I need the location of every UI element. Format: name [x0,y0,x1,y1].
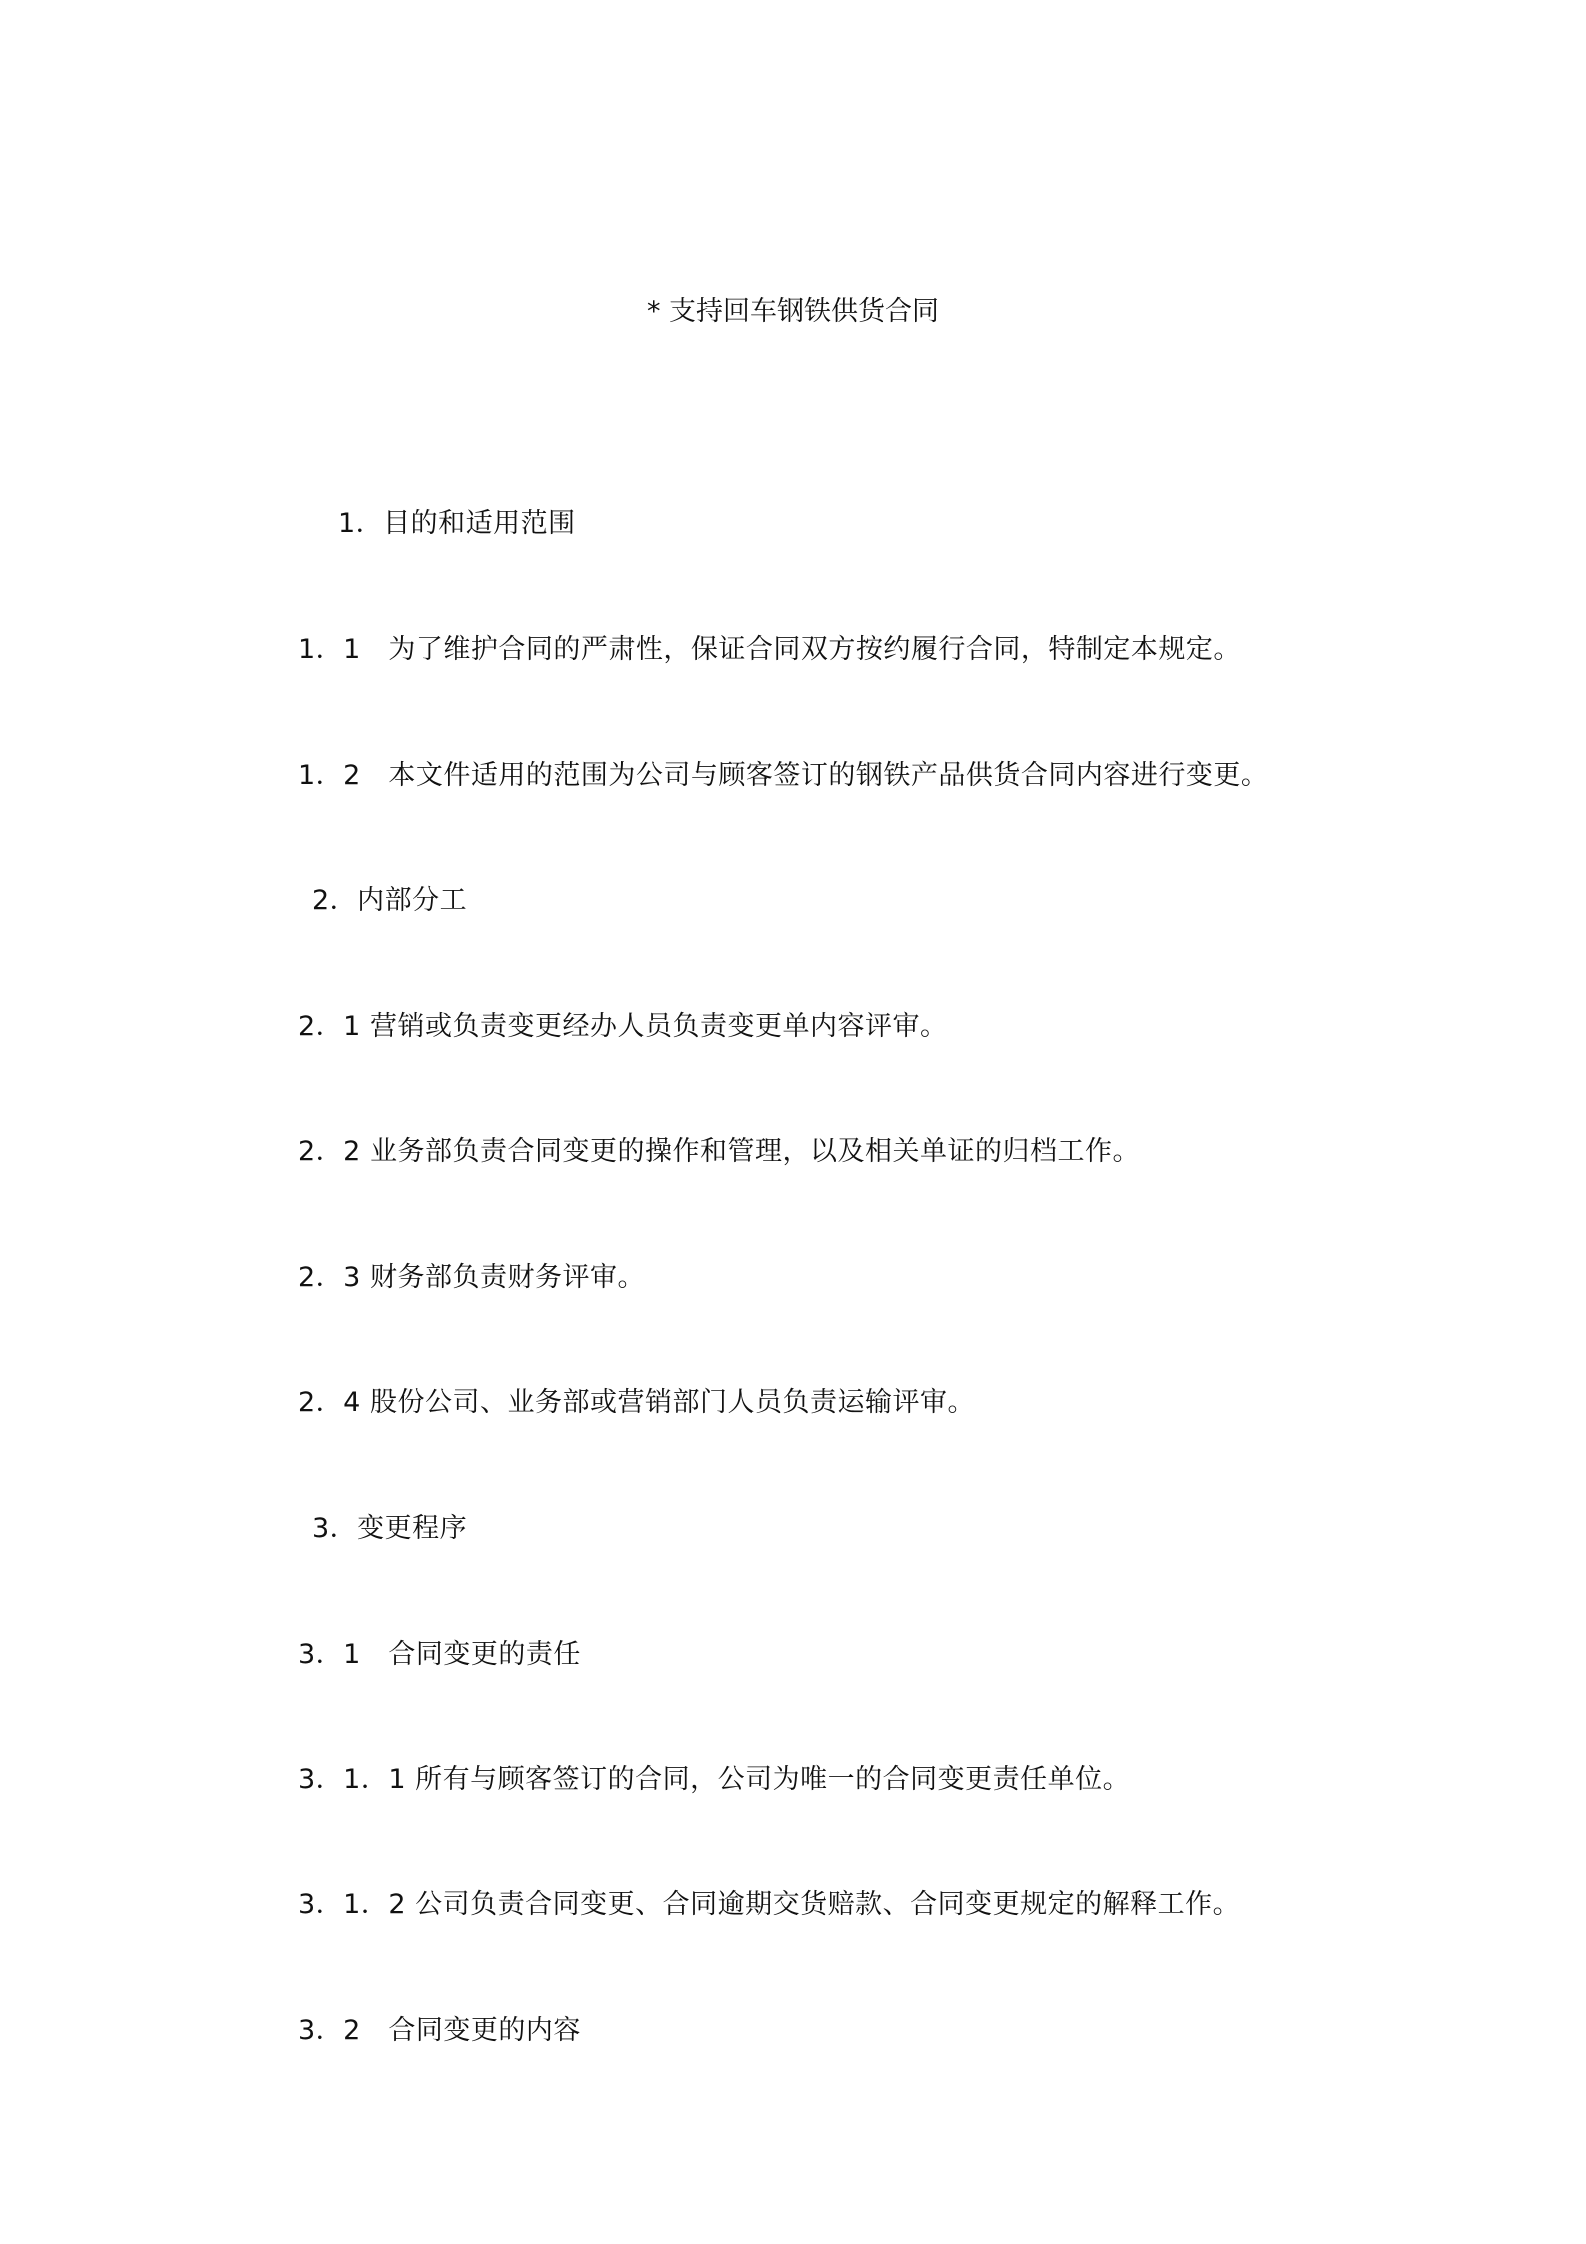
document-title: * 支持回车钢铁供货合同 [646,296,940,327]
clause-3-1-1: 3．1．1 所有与顾客签订的合同，公司为唯一的合同变更责任单位。 [298,1764,1131,1795]
section-heading-1: 1．目的和适用范围 [338,508,576,539]
clause-3-2: 3．2 合同变更的内容 [298,2015,581,2046]
clause-2-2: 2．2 业务部负责合同变更的操作和管理，以及相关单证的归档工作。 [298,1136,1140,1167]
section-heading-2: 2．内部分工 [312,885,468,916]
clause-2-4: 2．4 股份公司、业务部或营销部门人员负责运输评审。 [298,1387,975,1418]
clause-3-1-2: 3．1．2 公司负责合同变更、合同逾期交货赔款、合同变更规定的解释工作。 [298,1889,1241,1920]
clause-1-2: 1．2 本文件适用的范围为公司与顾客签订的钢铁产品供货合同内容进行变更。 [298,760,1269,791]
clause-3-1: 3．1 合同变更的责任 [298,1639,581,1670]
clause-2-3: 2．3 财务部负责财务评审。 [298,1262,645,1293]
clause-1-1: 1．1 为了维护合同的严肃性，保证合同双方按约履行合同，特制定本规定。 [298,634,1241,665]
clause-2-1: 2．1 营销或负责变更经办人员负责变更单内容评审。 [298,1011,948,1042]
section-heading-3: 3．变更程序 [312,1513,468,1544]
